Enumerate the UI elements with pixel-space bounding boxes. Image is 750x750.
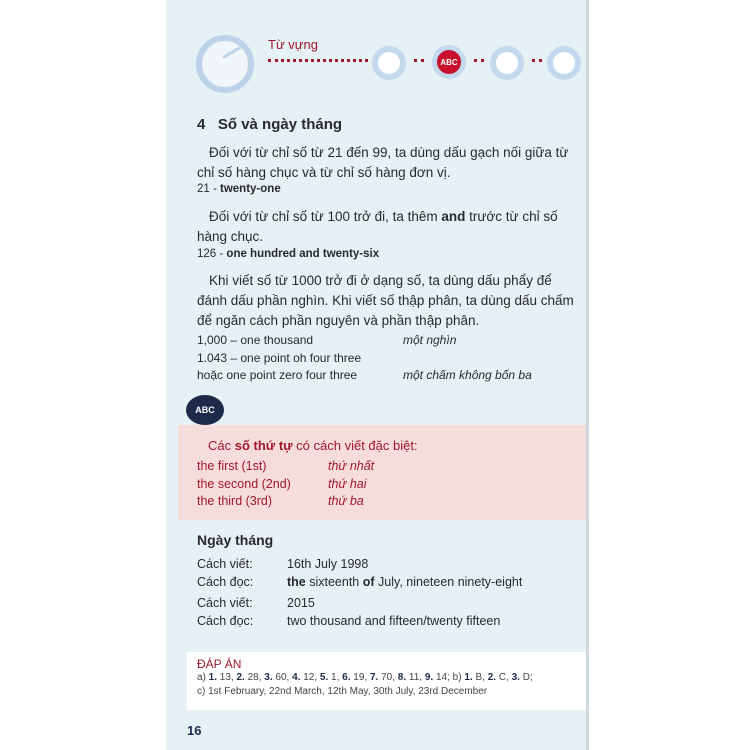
example: 126 - one hundred and twenty-six xyxy=(197,248,380,260)
answer-segment: 19, xyxy=(350,672,370,683)
section-heading xyxy=(197,116,342,133)
answer-segment: D; xyxy=(519,672,533,683)
section-label: Từ vựng xyxy=(268,37,318,52)
answer-segment: 70, xyxy=(378,672,398,683)
answer-segment: 1. xyxy=(464,672,473,683)
abc-step-icon: ABC xyxy=(432,45,466,79)
example-list: 1,000 – one thousand một nghìn 1.043 – one point oh four three hoặc one point zero four three một chấm không bốn ba xyxy=(197,333,532,382)
answer-segment: 6. xyxy=(342,672,351,683)
answer-segment: 28, xyxy=(244,672,265,683)
answer-line-a xyxy=(197,672,533,683)
answer-segment: C, xyxy=(496,672,512,683)
answer-segment: 9. xyxy=(424,672,434,683)
clock-icon xyxy=(196,35,254,93)
example: 21 - twenty-one xyxy=(197,183,281,195)
answer-segment: 12, xyxy=(300,672,320,683)
answer-segment: B, xyxy=(472,672,488,683)
progress-dots xyxy=(414,59,424,62)
answer-segment: 1. xyxy=(208,672,218,683)
answer-segment: 4. xyxy=(292,672,301,683)
answer-segment: 3. xyxy=(264,672,273,683)
page-number: 16 xyxy=(187,723,202,738)
answer-segment: 7. xyxy=(369,672,379,683)
ordinals-list: the first (1st) thứ nhất the second (2nd) thứ hai the third (3rd) thứ ba xyxy=(197,459,375,508)
progress-step-icon xyxy=(547,46,581,80)
answer-segment: 60, xyxy=(272,672,293,683)
progress-dots xyxy=(532,59,542,62)
progress-step-icon xyxy=(490,46,524,80)
answer-segment: a) xyxy=(197,672,209,683)
answer-segment: 2. xyxy=(487,672,497,683)
heading-number: 4 xyxy=(197,116,206,133)
answer-segment: 11, xyxy=(406,672,425,683)
answer-segment: 13, xyxy=(217,672,237,683)
dates-list: Cách viết: 16th July 1998 Cách đọc: the sixteenth of July, nineteen ninety-eight Cách viết: 2015 Cách đọc: two thousand and fifteen/twenty fifteen xyxy=(197,557,523,628)
paragraph: Khi viết số từ 1000 trở đi ở dạng số, ta dùng dấu phẩy để đánh dấu phần nghìn. Khi viết số thập phân, ta dùng dấu chấm để ngăn cách phần nguyên và phần thập phân. xyxy=(197,273,574,328)
answer-segment: 14; b) xyxy=(433,672,465,683)
abc-icon: ABC xyxy=(186,395,224,425)
progress-dots xyxy=(268,59,368,62)
answer-segment: 5. xyxy=(319,672,329,683)
progress-step-icon xyxy=(372,46,406,80)
answer-segment: 8. xyxy=(397,672,407,683)
answer-segment: 2. xyxy=(236,672,245,683)
answer-segment: 3. xyxy=(511,672,520,683)
answer-segment: 1, xyxy=(328,672,343,683)
answer-title: ĐÁP ÁN xyxy=(197,657,242,671)
progress-dots xyxy=(474,59,484,62)
answer-line-c: c) 1st February, 22nd March, 12th May, 30th July, 23rd December xyxy=(197,686,488,697)
paragraph: Đối với từ chỉ số từ 21 đến 99, ta dùng dấu gạch nối giữa từ chỉ số hàng chục và từ chỉ số hàng đơn vị. xyxy=(197,145,569,180)
paragraph: Đối với từ chỉ số từ 100 trở đi, ta thêm and trước từ chỉ số hàng chục. xyxy=(197,209,558,244)
dates-title: Ngày tháng xyxy=(197,532,274,548)
box-intro: Các số thứ tự có cách viết đặc biệt: xyxy=(208,438,418,453)
heading-title: Số và ngày tháng xyxy=(217,116,343,133)
